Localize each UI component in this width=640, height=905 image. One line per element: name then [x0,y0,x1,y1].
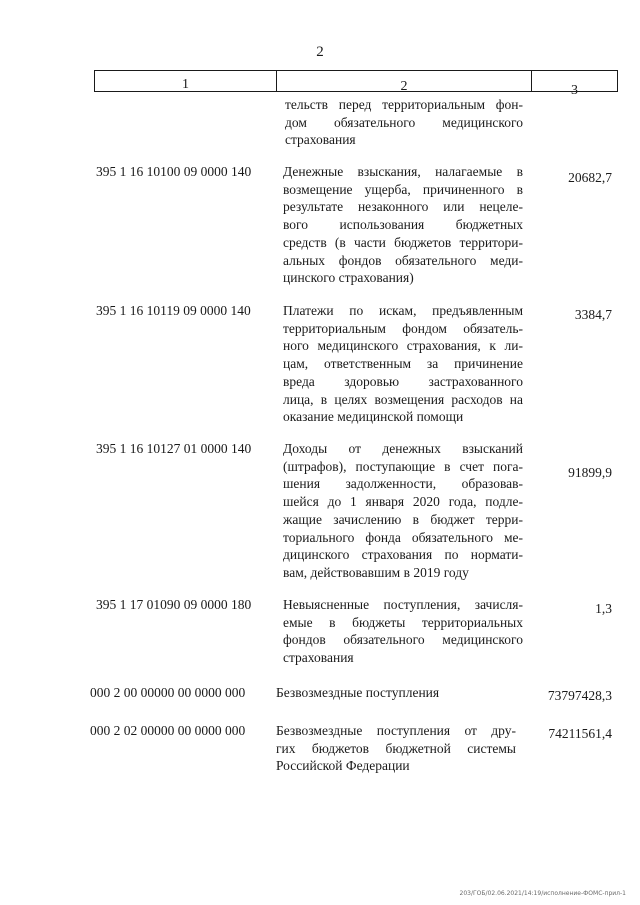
row-description [283,163,523,287]
amount-value: 73797428,3 [547,688,612,703]
desc-line: (штрафов), поступающие в счет пога- [283,458,523,474]
desc-line: цам, ответственным за причинение [283,356,523,372]
row-description [276,722,516,775]
desc-line: ного медицинского страхования, к ли- [283,338,523,354]
desc-line: альных фондов обязательного меди- [283,252,523,268]
footer-stamp: 203/ГОБ/02.06.2021/14:19/исполнение-ФОМС-прил-1 [459,890,626,897]
desc-line: емые в бюджеты территориальных [283,614,523,630]
budget-code: 395 1 17 01090 09 0000 180 [96,597,252,612]
desc-line: результате незаконного или нецеле- [283,199,523,215]
amount-value: 3384,7 [574,307,612,322]
desc-line: оказание медицинской помощи [283,409,464,425]
desc-line: вреда здоровью застрахованного [283,373,523,389]
desc-line: дом обязательного медицинского [285,114,523,130]
budget-code: 000 2 00 00000 00 0000 000 [90,685,246,700]
desc-line: шейся до 1 января 2020 года, подле- [283,494,523,510]
amount-value: 1,3 [595,601,612,616]
header-col-1: 1 [95,71,277,91]
row-description [276,684,526,702]
desc-line: ториального фонда обязательного ме- [283,529,523,545]
desc-line: страхования [285,132,356,148]
desc-line: территориальным фондом обязатель- [283,320,523,336]
desc-line: жащие зачислению в бюджет терри- [283,511,523,527]
desc-line: возмещение ущерба, причиненного в [283,181,523,197]
amount-value: 74211561,4 [548,726,612,741]
amount-value: 20682,7 [568,170,612,185]
budget-code: 000 2 02 00000 00 0000 000 [90,723,246,738]
desc-line: вого использования бюджетных [283,217,523,233]
budget-code: 395 1 16 10100 09 0000 140 [96,164,252,179]
desc-line: Безвозмездные поступления [276,685,440,700]
desc-line: средств (в части бюджетов территори- [283,234,523,250]
header-col-2: 2 [277,71,532,91]
desc-line: шения задолженности, образовав- [283,476,523,492]
desc-line: гих бюджетов бюджетной системы [276,740,516,756]
budget-code: 395 1 16 10119 09 0000 140 [96,303,251,318]
desc-line: Денежные взыскания, налагаемые в [283,164,523,179]
amount-value: 91899,9 [568,465,612,480]
budget-code: 395 1 16 10127 01 0000 140 [96,441,252,456]
desc-line: фондов обязательного медицинского [283,632,523,648]
desc-line: вам, действовавшим в 2019 году [283,564,469,580]
desc-line: Невыясненные поступления, зачисля- [283,597,523,612]
desc-line: страхования [283,650,354,666]
desc-line: тельств перед территориальным фон- [285,97,523,112]
row-description [283,302,523,426]
table-header [94,70,618,98]
desc-line: Платежи по искам, предъявленным [283,303,523,318]
desc-line: дицинского страхования по нормати- [283,547,523,563]
desc-line: Безвозмездные поступления от дру- [276,723,516,738]
desc-line: Российской Федерации [276,758,410,774]
row-description [283,596,523,667]
header-col-3: 3 [571,83,578,98]
row-description [285,96,523,149]
desc-line: Доходы от денежных взысканий [283,441,523,456]
desc-line: лица, в целях возмещения расходов на [283,391,523,407]
desc-line: цинского страхования) [283,270,414,286]
page-number: 2 [316,44,324,60]
row-description [283,440,523,582]
